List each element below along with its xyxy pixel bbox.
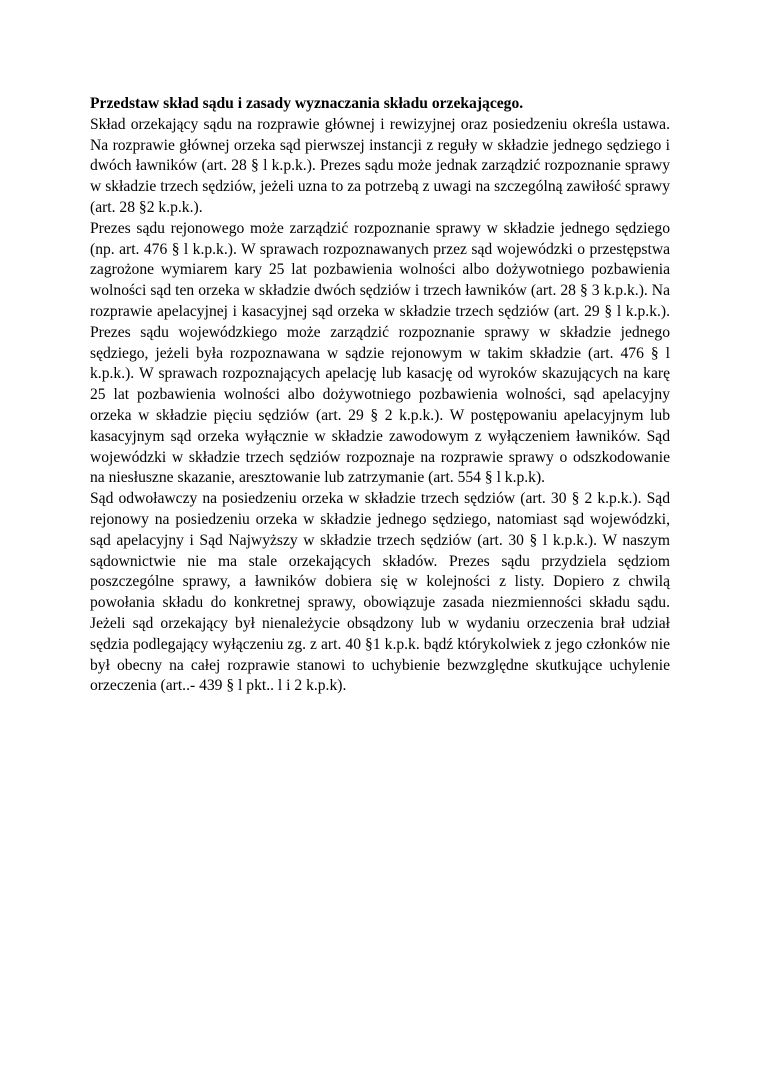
document-body bbox=[90, 94, 670, 697]
paragraph-appeal-court: Sąd odwoławczy na posiedzeniu orzeka w składzie trzech sędziów (art. 30 § 2 k.p.k.). Sąd rejonowy na posiedzeniu orzeka w składzie jednego sędziego, natomiast sąd wojewódzki, sąd apelacyjny i Sąd Najwyższy w składzie trzech sędziów (art. 30 § l k.p.k.). W naszym sądownictwie nie ma stale orzekających składów. Prezes sądu przydziela sędziom poszczególne sprawy, a ławników dobiera się w kolejności z listy. Dopiero z chwilą powołania składu do konkretnej sprawy, obowiązuje zasada niezmienności składu sądu. Jeżeli sąd orzekający był nienależycie obsądzony lub w wydaniu orzeczenia brał udział sędzia podlegający wyłączeniu zg. z art. 40 §1 k.p.k. bądź którykolwiek z jego członków nie był obecny na całej rozprawie stanowi to uchybienie bezwzględne skutkujące uchylenie orzeczenia (art..- 439 § l pkt.. l i 2 k.p.k). bbox=[90, 490, 670, 695]
question-title: Przedstaw skład sądu i zasady wyznaczania składu orzekającego. bbox=[90, 95, 524, 112]
paragraph-court-presidents: Prezes sądu rejonowego może zarządzić rozpoznanie sprawy w składzie jednego sędziego (np. art. 476 § l k.p.k.). W sprawach rozpoznawanych przez sąd wojewódzki o przestępstwa zagrożone wymiarem kary 25 lat pozbawienia wolności albo dożywotniego pozbawienia wolności sąd ten orzeka w składzie dwóch sędziów i trzech ławników (art. 28 § 3 k.p.k.). Na rozprawie apelacyjnej i kasacyjnej sąd orzeka w składzie trzech sędziów (art. 29 § l k.p.k.). Prezes sądu wojewódzkiego może zarządzić rozpoznanie sprawy w składzie jednego sędziego, jeżeli była rozpoznawana w sądzie rejonowym w takim składzie (art. 476 § l k.p.k.). W sprawach rozpoznających apelację lub kasację od wyroków skazujących na karę 25 lat pozbawienia wolności albo dożywotniego pozbawienia wolności, sąd apelacyjny orzeka w składzie pięciu sędziów (art. 29 § 2 k.p.k.). W postępowaniu apelacyjnym lub kasacyjnym sąd orzeka wyłącznie w składzie zawodowym z wyłączeniem ławników. Sąd wojewódzki w składzie trzech sędziów rozpoznaje na rozprawie sprawy o odszkodowanie na niesłuszne skazanie, aresztowanie lub zatrzymanie (art. 554 § l k.p.k). bbox=[90, 219, 670, 487]
paragraph-composition: Skład orzekający sądu na rozprawie głównej i rewizyjnej oraz posiedzeniu określa ustawa. Na rozprawie głównej orzeka sąd pierwszej instancji z reguły w składzie jednego sędziego i dwóch ławników (art. 28 § l k.p.k.). Prezes sądu może jednak zarządzić rozpoznanie sprawy w składzie trzech sędziów, jeżeli uzna to za potrzebą z uwagi na szczególną zawiłość sprawy (art. 28 §2 k.p.k.). bbox=[90, 115, 670, 216]
